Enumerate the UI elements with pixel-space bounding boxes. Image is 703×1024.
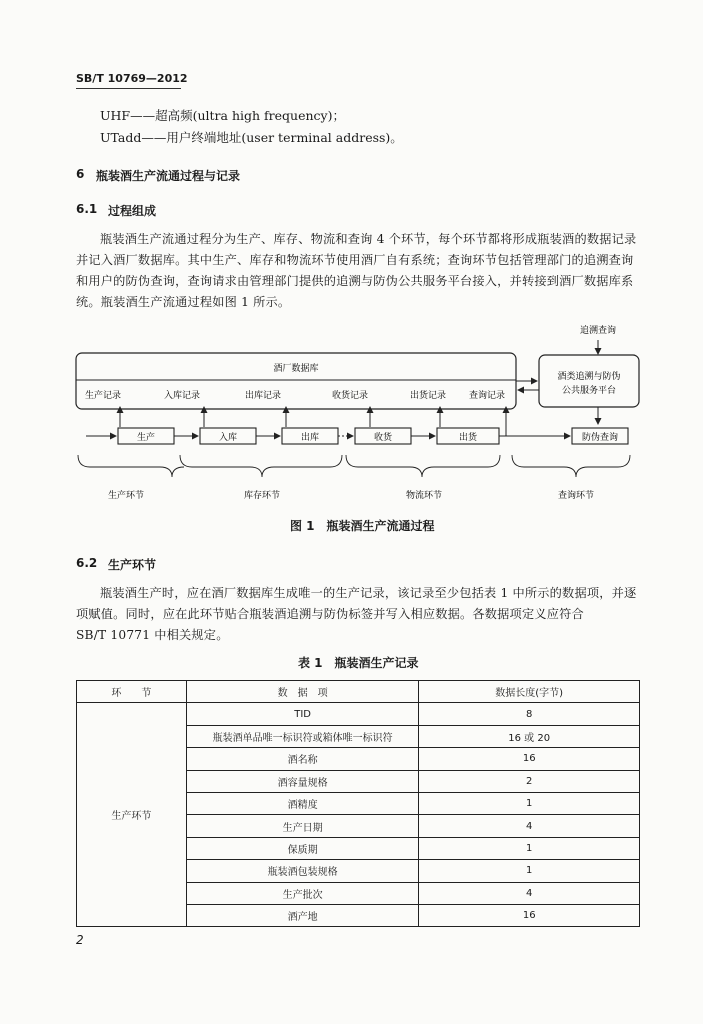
table-cell-item: 生产批次 <box>186 882 419 904</box>
table-cell-item: TID <box>186 703 419 725</box>
table-cell-item: 酒产地 <box>186 904 419 926</box>
phase-brace <box>346 455 500 477</box>
phase-label-production: 生产环节 <box>107 491 145 501</box>
figure-caption: 图 1 瓶装酒生产流通过程 <box>290 519 435 533</box>
database-label: 酒厂数据库 <box>273 364 319 374</box>
phase-brace <box>180 455 342 477</box>
record-label-query: 查询记录 <box>468 391 506 401</box>
section-6-2-number: 6.2 <box>76 556 98 570</box>
phase-label-query: 查询环节 <box>557 491 595 501</box>
table-cell-length: 16 或 20 <box>419 725 640 747</box>
step-label-inbound: 入库 <box>218 433 238 443</box>
table-cell-length: 4 <box>419 815 640 837</box>
paragraph-line: 统。瓶装酒生产流通过程如图 1 所示。 <box>76 295 291 309</box>
table-row <box>77 703 640 725</box>
table-cell-length: 2 <box>419 770 640 792</box>
table-cell-item: 酒精度 <box>186 792 419 814</box>
definition-utadd: UTadd——用户终端地址(user terminal address)。 <box>100 130 403 145</box>
step-label-anticounterfeit: 防伪查询 <box>581 433 619 443</box>
table-cell-length: 1 <box>419 792 640 814</box>
table-cell-length: 4 <box>419 882 640 904</box>
table-cell-item: 生产日期 <box>186 815 419 837</box>
paragraph-line: 项赋值。同时，应在此环节贴合瓶装酒追溯与防伪标签并写入相应数据。各数据项定义应符合 <box>76 607 584 621</box>
table-caption: 表 1 瓶装酒生产记录 <box>298 656 419 670</box>
paragraph-line: SB/T 10771 中相关规定。 <box>76 628 229 642</box>
step-label-receiving: 收货 <box>373 433 393 443</box>
paragraph-line: 瓶装酒生产流通过程分为生产、库存、物流和查询 4 个环节，每个环节都将形成瓶装酒的数据记录 <box>100 232 637 246</box>
paragraph-line: 瓶装酒生产时，应在酒厂数据库生成唯一的生产记录，该记录至少包括表 1 中所示的数据项，并逐 <box>100 586 637 600</box>
table-cell-length: 16 <box>419 748 640 770</box>
table-cell-length: 1 <box>419 837 640 859</box>
section-6-1-title: 过程组成 <box>108 204 157 218</box>
definition-uhf: UHF——超高频(ultra high frequency)； <box>100 108 345 123</box>
table-cell-length: 8 <box>419 703 640 725</box>
table-cell-item: 瓶装酒包装规格 <box>186 860 419 882</box>
table-cell-item: 酒容量规格 <box>186 770 419 792</box>
record-label-production: 生产记录 <box>84 391 122 401</box>
table-cell-item: 酒名称 <box>186 748 419 770</box>
step-label-shipping: 出货 <box>458 433 478 443</box>
table-header-item: 数 据 项 <box>186 681 419 703</box>
table-header-row <box>77 681 640 703</box>
platform-label-line1: 酒类追溯与防伪 <box>557 372 621 382</box>
step-label-outbound: 出库 <box>300 433 320 443</box>
paragraph-line: 和用户的防伪查询，查询请求由管理部门提供的追溯与防伪公共服务平台接入，并转接到酒厂数据库系 <box>76 274 634 288</box>
table-cell-item: 瓶装酒单品唯一标识符或箱体唯一标识符 <box>186 725 419 747</box>
section-6-number: 6 <box>76 167 85 181</box>
section-6-title: 瓶装酒生产流通过程与记录 <box>96 169 241 183</box>
record-label-receiving: 收货记录 <box>331 391 369 401</box>
paragraph-line: 并记入酒厂数据库。其中生产、库存和物流环节使用酒厂自有系统；查询环节包括管理部门的追溯查询 <box>76 253 634 267</box>
table-header-length: 数据长度(字节) <box>419 681 640 703</box>
table-header-stage: 环 节 <box>77 681 187 703</box>
trace-query-label: 追溯查询 <box>579 326 617 336</box>
record-label-outbound: 出库记录 <box>244 391 282 401</box>
database-box <box>76 353 516 409</box>
table-cell-length: 1 <box>419 860 640 882</box>
platform-label-line2: 公共服务平台 <box>561 386 617 396</box>
page-number: 2 <box>76 933 84 947</box>
production-record-table <box>76 680 640 927</box>
record-label-shipping: 出货记录 <box>409 391 447 401</box>
phase-label-logistics: 物流环节 <box>405 491 443 501</box>
table-cell-item: 保质期 <box>186 837 419 859</box>
section-6-2-title: 生产环节 <box>108 558 157 572</box>
table-group-stage: 生产环节 <box>77 703 187 927</box>
phase-brace <box>78 455 184 477</box>
step-label-production: 生产 <box>136 433 156 443</box>
phase-label-inventory: 库存环节 <box>243 491 281 501</box>
record-label-inbound: 入库记录 <box>163 391 201 401</box>
phase-brace <box>512 455 630 477</box>
standard-number: SB/T 10769—2012 <box>76 72 188 85</box>
section-6-1-number: 6.1 <box>76 202 98 216</box>
table-cell-length: 16 <box>419 904 640 926</box>
